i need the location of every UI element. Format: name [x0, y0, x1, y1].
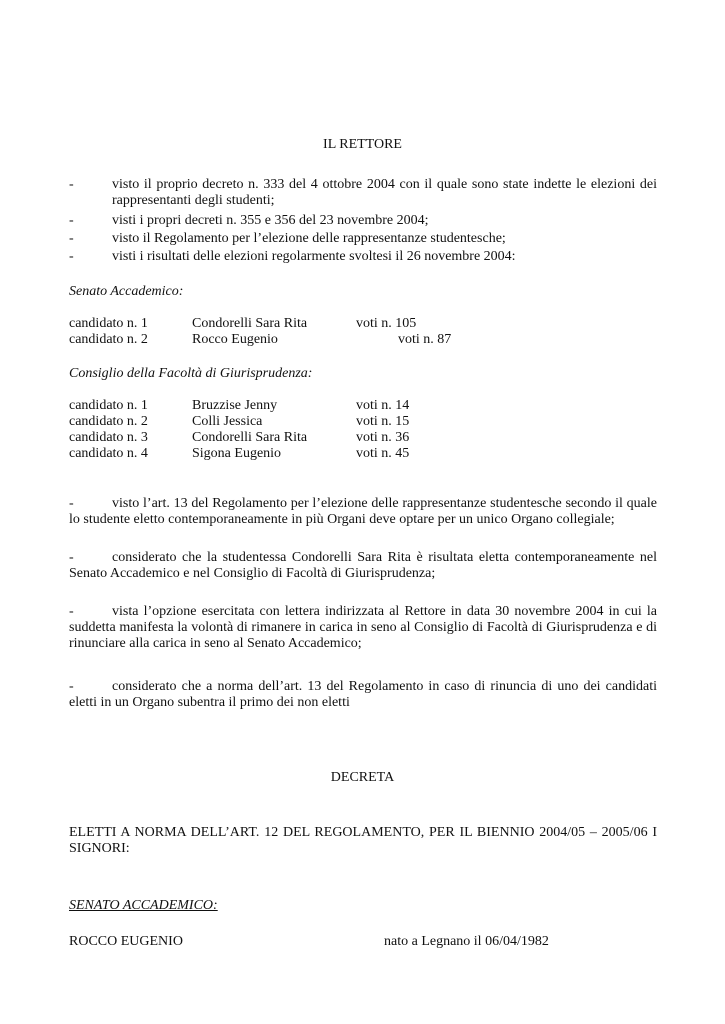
paragraph-dash: - — [69, 550, 74, 565]
consideration-paragraph — [69, 604, 657, 652]
bullet-text: visti i risultati delle elezioni regolarmente svoltesi il 26 novembre 2004: — [112, 249, 516, 264]
senato-section-heading: SENATO ACCADEMICO: — [69, 898, 218, 913]
candidate-row — [69, 332, 569, 348]
consideration-paragraph — [69, 550, 657, 582]
bullet-dash: - — [69, 249, 74, 264]
candidate-name: Colli Jessica — [192, 414, 263, 429]
candidate-name: Condorelli Sara Rita — [192, 316, 308, 331]
candidate-votes: voti n. 15 — [356, 414, 410, 429]
candidate-row — [69, 446, 569, 462]
candidate-number: candidato n. 1 — [69, 398, 148, 413]
senato-heading: Senato Accademico: — [69, 284, 184, 299]
candidate-number: candidato n. 2 — [69, 332, 148, 347]
elected-birth: nato a Legnano il 06/04/1982 — [384, 934, 549, 949]
consideration-paragraph — [69, 679, 657, 711]
bullet-text: visti i propri decreti n. 355 e 356 del 23 novembre 2004; — [112, 213, 429, 228]
paragraph-dash: - — [69, 679, 74, 694]
paragraph-text: vista l’opzione esercitata con lettera indirizzata al Rettore in data 30 novembre 2004 in cui la suddetta manifesta la volontà di rimanere in carica in seno al Consiglio di Facoltà di Giurisprudenza e di rinunciare alla carica in seno al Senato Accademico; — [69, 604, 657, 651]
paragraph-text: considerato che la studentessa Condorelli Sara Rita è risultata eletta contemporaneamente nel Senato Accademico e nel Consiglio di Facoltà di Giurisprudenza; — [69, 550, 657, 581]
bullet-text: visto il Regolamento per l’elezione delle rappresentanze studentesche; — [112, 231, 506, 246]
candidate-votes: voti n. 36 — [356, 430, 410, 445]
bullet-dash: - — [69, 177, 74, 192]
candidate-row — [69, 430, 569, 446]
bullet-text: visto il proprio decreto n. 333 del 4 ottobre 2004 con il quale sono state indette le elezioni dei rappresentanti degli studenti; — [112, 177, 657, 208]
candidate-number: candidato n. 2 — [69, 414, 148, 429]
elected-name: ROCCO EUGENIO — [69, 934, 183, 949]
candidate-name: Condorelli Sara Rita — [192, 430, 308, 445]
candidate-row — [69, 398, 569, 414]
candidate-votes: voti n. 87 — [398, 332, 452, 347]
candidate-number: candidato n. 4 — [69, 446, 148, 461]
candidate-name: Bruzzise Jenny — [192, 398, 278, 413]
consideration-paragraph — [69, 496, 657, 528]
page-title: IL RETTORE — [323, 137, 402, 152]
paragraph-text: visto l’art. 13 del Regolamento per l’elezione delle rappresentanze studentesche secondo il quale lo studente eletto contemporaneamente in più Organi deve optare per un unico Organo collegiale; — [69, 496, 657, 527]
paragraph-dash: - — [69, 496, 74, 511]
candidate-number: candidato n. 3 — [69, 430, 148, 445]
bullet-dash: - — [69, 213, 74, 228]
bullet-dash: - — [69, 231, 74, 246]
candidate-votes: voti n. 45 — [356, 446, 410, 461]
paragraph-dash: - — [69, 604, 74, 619]
candidate-votes: voti n. 14 — [356, 398, 410, 413]
candidate-number: candidato n. 1 — [69, 316, 148, 331]
decreta-heading: DECRETA — [330, 770, 395, 785]
consiglio-heading: Consiglio della Facoltà di Giurisprudenza: — [69, 366, 313, 381]
candidate-row — [69, 316, 569, 332]
candidate-row — [69, 414, 569, 430]
candidate-name: Rocco Eugenio — [192, 332, 278, 347]
eletti-statement: ELETTI A NORMA DELL’ART. 12 DEL REGOLAMENTO, PER IL BIENNIO 2004/05 – 2005/06 I SIGNORI: — [69, 825, 657, 856]
candidate-votes: voti n. 105 — [356, 316, 417, 331]
candidate-name: Sigona Eugenio — [192, 446, 282, 461]
paragraph-text: considerato che a norma dell’art. 13 del Regolamento in caso di rinuncia di uno dei candidati eletti in un Organo subentra il primo dei non eletti — [69, 679, 657, 710]
